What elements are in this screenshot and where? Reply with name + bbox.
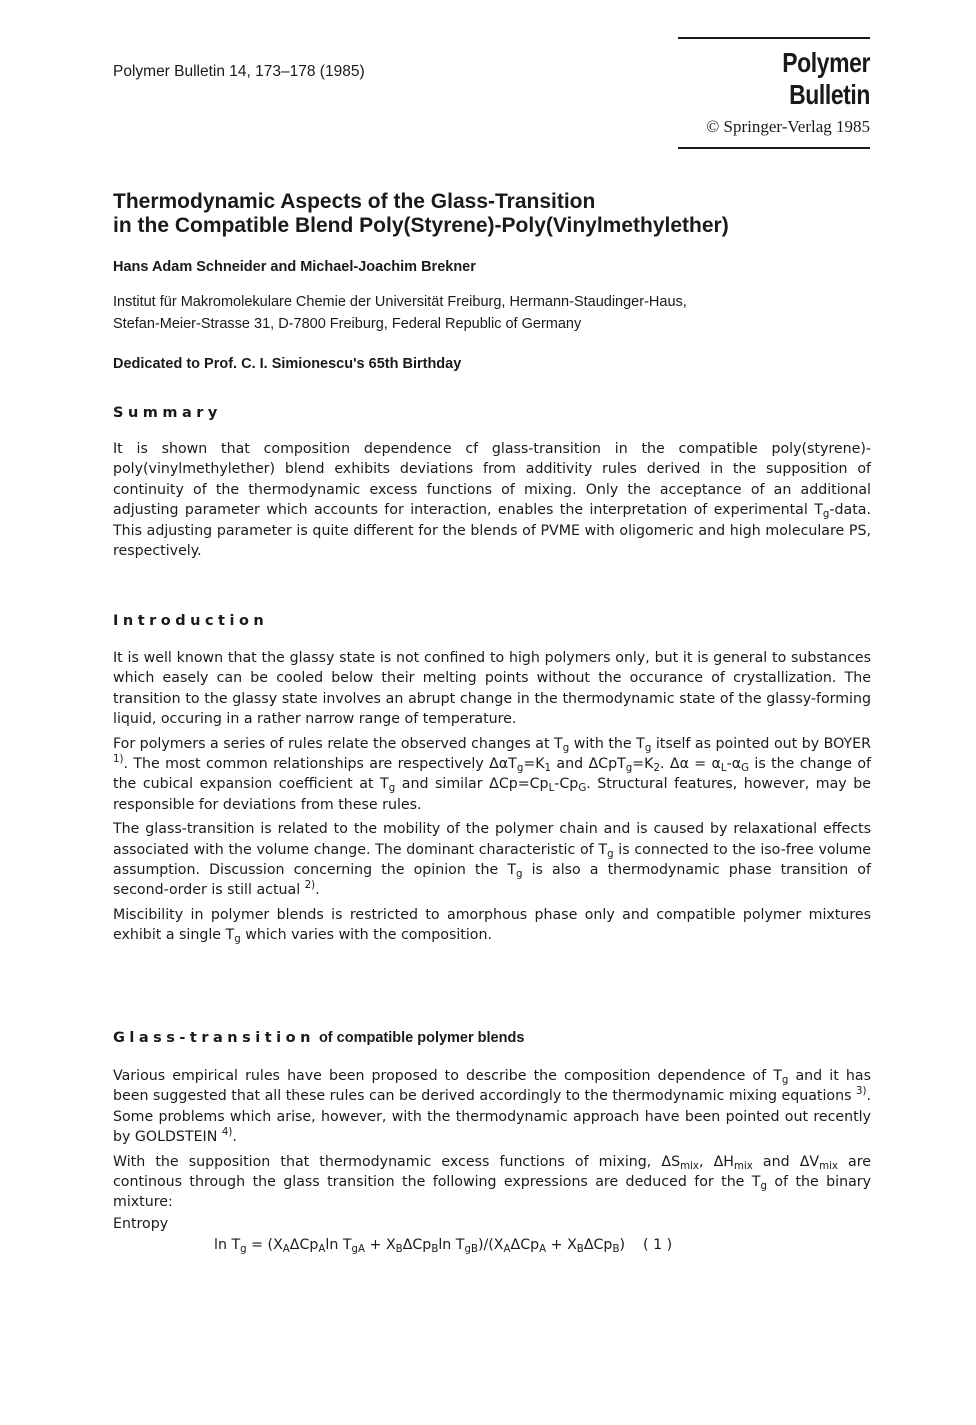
authors: Hans Adam Schneider and Michael-Joachim Brekner [113, 259, 476, 275]
journal-citation: Polymer Bulletin 14, 173–178 (1985) [113, 63, 365, 80]
glass-transition-text [113, 1066, 871, 1217]
intro-paragraph-2: For polymers a series of rules relate the observed changes at $T_g$ with the $T_g$ itself as pointed out by BOYER $^{1)}$. The most common relationships are respectively $\Delta\alpha T_g=K_1$ and $\Delta CpT_g=K_2$. $\Delta\alpha = \alpha_L-\alpha_G$ is the change of the cubical expansion coefficient at $T_g$ and similar $\Delta Cp=Cp_L-Cp_G$. Structural features, however, may be responsible for deviations from these rules. [113, 735, 871, 813]
journal-name: Polymer Bulletin [782, 47, 870, 110]
summary-heading: Summary [113, 405, 222, 421]
affiliation-line-1: Institut für Makromolekulare Chemie der Universität Freiburg, Hermann-Staudinger-Haus, [113, 294, 687, 310]
masthead-top-rule [678, 37, 870, 39]
summary-paragraph: It is shown that composition dependence cf glass-transition in the compatible poly(styrene)-poly(vinylmethylether) blend exhibits deviations from additivity rules derived in the supposition of continuity of the thermodynamic excess functions of mixing. Only the acceptance of an additional adjusting parameter which accounts for interaction, enables the interpretation of experimental $T_g$-data. This adjusting parameter is quite different for the blends of PVME with oligomeric and high moleculare PS, respectively. [113, 441, 871, 560]
intro-paragraph-3: The glass-transition is related to the mobility of the polymer chain and is caused by relaxational effects associated with the volume change. The dominant characteristic of $T_g$ is connected to the iso-free volume assumption. Discussion concerning the opinion the $T_g$ is also a thermodynamic phase transition of second-order is still actual $^{2)}$. [113, 821, 872, 899]
glass-paragraph-1: Various empirical rules have been proposed to describe the composition dependence of $T_g$ and it has been suggested that all these rules can be derived accordingly to the thermodynamic mixing equations $^{3)}$. Some problems which arise, however, with the thermodynamic approach have been pointed out recently by GOLDSTEIN $^{4)}$. [113, 1068, 871, 1146]
affiliation [113, 291, 687, 335]
affiliation-line-2: Stefan-Meier-Strasse 31, D-7800 Freiburg, Federal Republic of Germany [113, 316, 582, 332]
masthead-bottom-rule [678, 147, 870, 149]
intro-paragraph-1: It is well known that the glassy state is not confined to high polymers only, but it is general to substances which easely can be cooled below their melting points without the occurance of crystallization. The transition to the glassy state involves an abrupt change in the thermodynamic state of the glassy-forming liquid, occuring in a rather narrow range of temperature. [113, 650, 871, 728]
entropy-label: Entropy [113, 1216, 169, 1232]
title-line-1: Thermodynamic Aspects of the Glass-Transition [113, 190, 596, 213]
glass-transition-heading: Glass-transition of compatible polymer blends [113, 1030, 525, 1046]
introduction-heading: Introduction [113, 613, 269, 629]
publisher-copyright: © Springer-Verlag 1985 [706, 117, 870, 136]
journal-masthead [678, 37, 870, 149]
summary-text [113, 439, 871, 565]
equation-number: ( 1 ) [643, 1237, 673, 1253]
intro-paragraph-4: Miscibility in polymer blends is restricted to amorphous phase only and compatible polymer mixtures exhibit a single $T_g$ which varies with the composition. [113, 906, 871, 946]
glass-paragraph-2: With the supposition that thermodynamic excess functions of mixing, $\Delta S_{mix}$, $\Delta H_{mix}$ and $\Delta V_{mix}$ are continous through the glass transition the following expressions are deduced for the $T_g$ of the binary mixture: [113, 1153, 871, 1211]
equation-1: $\ln T_g = (X_A\Delta Cp_A\ln$ $T_{gA} + X_B\Delta Cp_B\ln$ $T_{gB})/(X_A\Delta Cp_A + X_B\Delta Cp_B)$ ( 1 ) [214, 1237, 673, 1255]
introduction-text [113, 648, 871, 950]
article-title [113, 190, 729, 238]
title-line-2: in the Compatible Blend Poly(Styrene)-Poly(Vinylmethylether) [113, 214, 729, 237]
dedication: Dedicated to Prof. C. I. Simionescu's 65th Birthday [113, 356, 462, 372]
